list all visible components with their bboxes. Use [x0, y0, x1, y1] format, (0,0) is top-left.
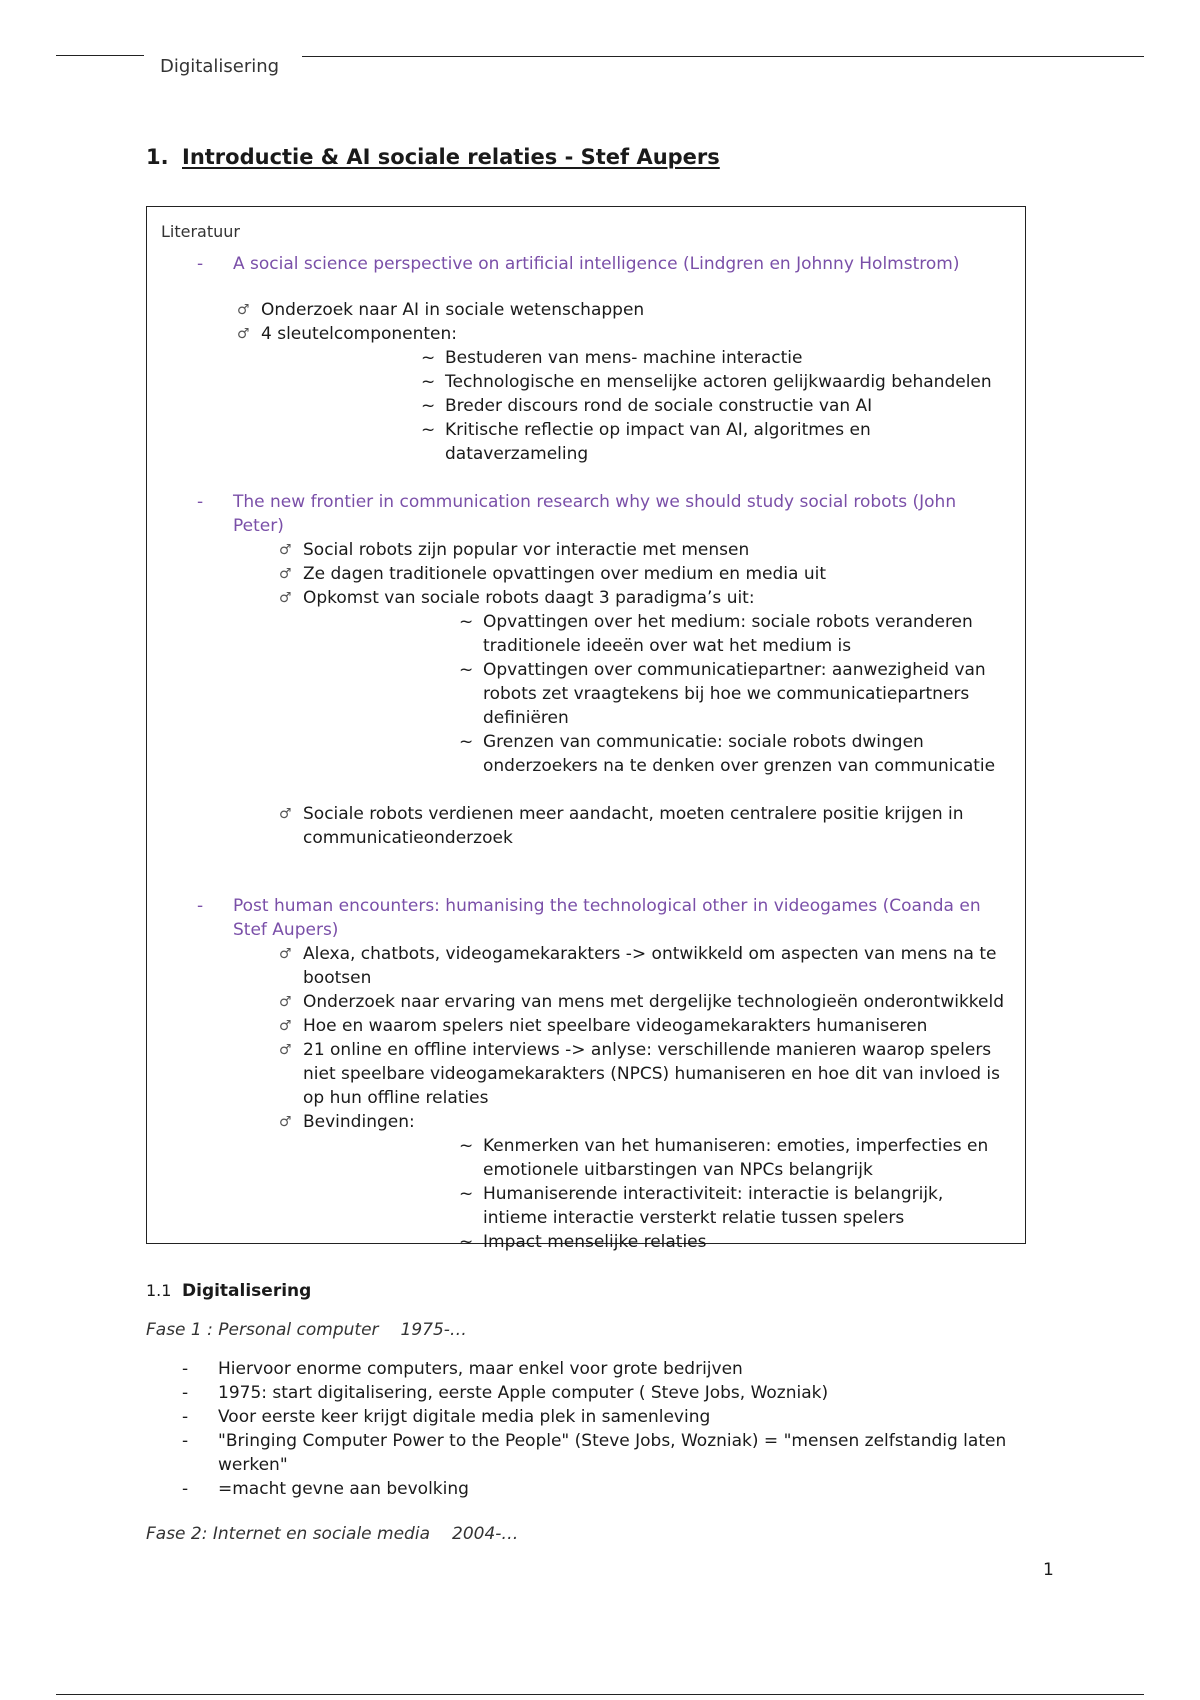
article-points	[161, 538, 1011, 778]
list-item: - Voor eerste keer krijgt digitale media plek in samenleving	[146, 1405, 1066, 1429]
list-item: ♂ Sociale robots verdienen meer aandacht, moeten centralere positie krijgen in communicatieonderzoek	[279, 804, 964, 848]
sub-list-item: ~ Opvattingen over communicatiepartner: aanwezigheid van robots zet vraagtekens bij hoe we communicatiepartners definiëren	[459, 660, 986, 728]
sub-points	[267, 610, 1011, 778]
fase-2-label: Fase 2: Internet en sociale media	[146, 1524, 430, 1544]
tilde-bullet-icon: ~	[421, 372, 436, 392]
list-item: - Hiervoor enorme computers, maar enkel voor grote bedrijven	[146, 1357, 1066, 1381]
list-item: - 1975: start digitalisering, eerste Apple computer ( Steve Jobs, Wozniak)	[146, 1381, 1066, 1405]
bullet-marker-icon: ♂	[279, 994, 292, 1010]
article-1	[161, 252, 1011, 466]
subsection-heading	[146, 1279, 311, 1303]
literature-box	[146, 206, 1026, 1252]
sub-points	[267, 1134, 1011, 1254]
header-rule-right	[302, 56, 1144, 57]
fase-1-heading	[146, 1318, 467, 1342]
fase-2-years: 2004-…	[452, 1524, 519, 1544]
sub-list-item: ~ Technologische en menselijke actoren gelijkwaardig behandelen	[421, 372, 992, 392]
section-number: 1.	[146, 145, 169, 169]
header-rule-left	[56, 55, 144, 56]
list-item: ♂ Onderzoek naar AI in sociale wetenschappen	[237, 300, 645, 320]
list-item: ♂ Hoe en waarom spelers niet speelbare videogamekarakters humaniseren	[279, 1016, 928, 1036]
fase-1-points	[146, 1357, 1066, 1501]
sub-list-item: ~ Grenzen van communicatie: sociale robots dwingen onderzoekers na te denken over grenzen van communicatie	[459, 732, 996, 776]
subsection-title: Digitalisering	[182, 1281, 312, 1301]
subsection-number: 1.1	[146, 1281, 172, 1300]
tilde-bullet-icon: ~	[459, 612, 474, 632]
bullet-marker-icon: ♂	[279, 566, 292, 582]
article-points	[161, 298, 1011, 466]
tilde-bullet-icon: ~	[421, 420, 436, 440]
section-heading	[146, 145, 720, 169]
sub-points	[261, 346, 1011, 466]
article-points	[161, 942, 1011, 1254]
fase-2-heading	[146, 1522, 518, 1546]
list-item: ♂ Alexa, chatbots, videogamekarakters -> ontwikkeld om aspecten van mens na te bootsen	[279, 944, 997, 988]
section-title: Introductie & AI sociale relaties - Stef Aupers	[182, 145, 720, 169]
bullet-marker-icon: ♂	[279, 590, 292, 606]
tilde-bullet-icon: ~	[421, 348, 436, 368]
bullet-marker-icon: ♂	[279, 946, 292, 962]
list-item: - "Bringing Computer Power to the People" (Steve Jobs, Wozniak) = "mensen zelfstandig laten werken"	[146, 1429, 1066, 1477]
tilde-bullet-icon: ~	[459, 1136, 474, 1156]
list-item: ♂ Opkomst van sociale robots daagt 3 paradigma’s uit: ~ Opvattingen over het medium: sociale robots veranderen traditionele ideeën over wat het medium is ~ Opvattingen over communicatiepartner: aanwezigheid van robots zet vraagtekens bij hoe we communicatiepartners definiëren ~ Grenzen van communicatie: sociale robots dwingen onderzoekers na te denken over grenzen van communicatie	[161, 586, 1011, 778]
tilde-bullet-icon: ~	[459, 1232, 474, 1252]
bullet-marker-icon: ♂	[279, 1018, 292, 1034]
list-item: ♂ 4 sleutelcomponenten: ~ Bestuderen van mens- machine interactie ~ Technologische en menselijke actoren gelijkwaardig behandelen ~ Breder discours rond de sociale constructie van AI ~ Kritische reflectie op impact van AI, algoritmes en dataverzameling	[161, 322, 1011, 466]
fase-1-label: Fase 1 : Personal computer	[146, 1320, 379, 1340]
bullet-marker-icon: ♂	[279, 1042, 292, 1058]
sub-list-item: ~ Bestuderen van mens- machine interactie	[421, 348, 803, 368]
list-item: ♂ Onderzoek naar ervaring van mens met dergelijke technologieën onderontwikkeld	[279, 992, 1005, 1012]
sub-list-item: ~ Opvattingen over het medium: sociale robots veranderen traditionele ideeën over wat het medium is	[459, 612, 973, 656]
tilde-bullet-icon: ~	[459, 660, 474, 680]
article-title: - The new frontier in communication research why we should study social robots (John Peter)	[161, 490, 1011, 538]
bullet-marker-icon: ♂	[279, 1114, 292, 1130]
footer-rule	[56, 1694, 1144, 1695]
article-title: - Post human encounters: humanising the technological other in videogames (Coanda en Stef Aupers)	[161, 894, 1011, 942]
list-item: ♂ Social robots zijn popular vor interactie met mensen	[279, 540, 750, 560]
bullet-marker-icon: ♂	[237, 326, 250, 342]
sub-list-item: ~ Impact menselijke relaties	[459, 1232, 707, 1252]
running-header-title: Digitalisering	[160, 56, 280, 77]
page-number: 1	[1043, 1560, 1054, 1580]
sub-list-item: ~ Breder discours rond de sociale constructie van AI	[421, 396, 873, 416]
literature-label: Literatuur	[161, 222, 240, 241]
sub-list-item: ~ Humaniserende interactiviteit: interactie is belangrijk, intieme interactie versterkt relatie tussen spelers	[459, 1184, 944, 1228]
tilde-bullet-icon: ~	[459, 732, 474, 752]
list-item: ♂ 21 online en offline interviews -> anlyse: verschillende manieren waarop spelers niet speelbare videogamekarakters (NPCS) humaniseren en hoe dit van invloed is op hun offline relaties	[279, 1040, 1000, 1108]
sub-list-item: ~ Kritische reflectie op impact van AI, algoritmes en dataverzameling	[421, 420, 871, 464]
bullet-marker-icon: ♂	[279, 542, 292, 558]
list-item: - =macht gevne aan bevolking	[146, 1477, 1066, 1501]
tilde-bullet-icon: ~	[459, 1184, 474, 1204]
article-title: - A social science perspective on artificial intelligence (Lindgren en Johnny Holmstrom)	[161, 252, 1011, 276]
bullet-marker-icon: ♂	[237, 302, 250, 318]
list-item: ♂ Bevindingen: ~ Kenmerken van het humaniseren: emoties, imperfecties en emotionele uitbarstingen van NPCs belangrijk ~ Humaniserende interactiviteit: interactie is belangrijk, intieme interactie versterkt relatie tussen spelers ~ Impact menselijke relaties	[161, 1110, 1011, 1254]
article-2	[161, 490, 1011, 850]
article-3	[161, 894, 1011, 1254]
bullet-marker-icon: ♂	[279, 806, 292, 822]
article-points-extra	[161, 802, 1011, 850]
tilde-bullet-icon: ~	[421, 396, 436, 416]
fase-1-years: 1975-…	[400, 1320, 467, 1340]
list-item: ♂ Ze dagen traditionele opvattingen over medium en media uit	[279, 564, 827, 584]
sub-list-item: ~ Kenmerken van het humaniseren: emoties, imperfecties en emotionele uitbarstingen van NPCs belangrijk	[459, 1136, 989, 1180]
